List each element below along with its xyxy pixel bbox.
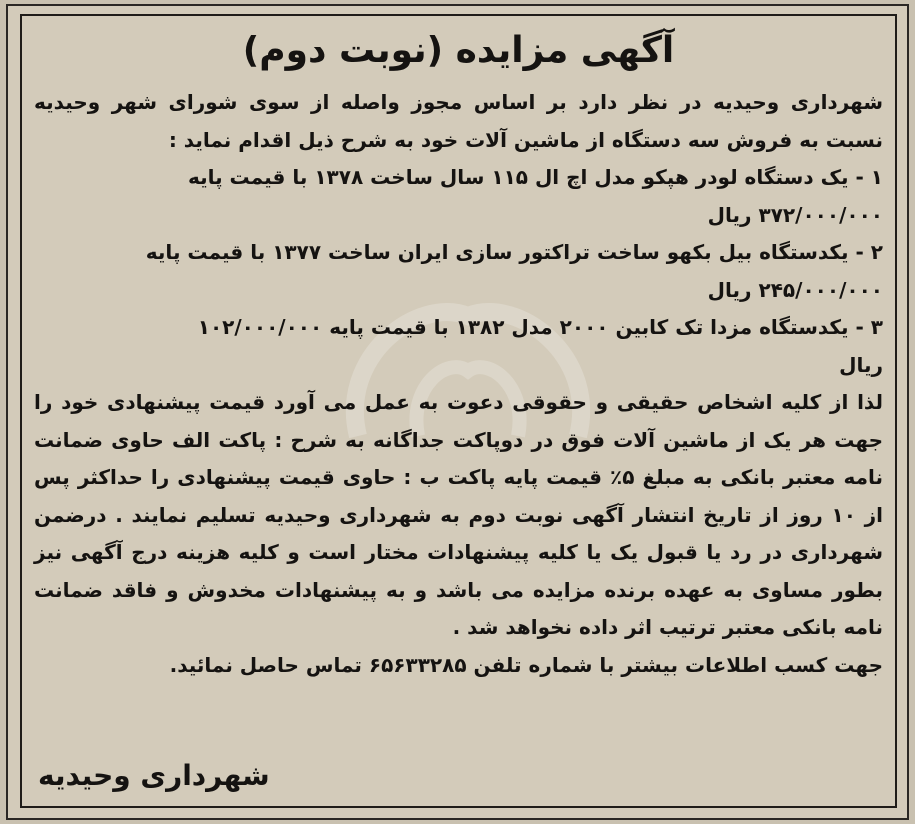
notice-body: لذا از کلیه اشخاص حقیقی و حقوقی دعوت به عمل می آورد قیمت پیشنهادی خود را جهت هر یک از ماشین آلات فوق در دوپاکت جداگانه به شرح : پاکت الف حاوی ضمانت نامه معتبر بانکی به مبلغ ۵٪ قیمت پایه پاکت ب : حاوی قیمت پیشنهادی را حداکثر پس از ۱۰ روز از تاریخ انتشار آگهی نوبت دوم به شهرداری وحیدیه تسلیم نمایند . درضمن شهرداری در رد یا قبول یک یا کلیه پیشنهادات مختار است و کلیه هزینه درج آگهی نیز بطور مساوی به عهده برنده مزایده می باشد و به پیشنهادات مخدوش و فاقد ضمانت نامه بانکی معتبر ترتیب اثر داده نخواهد شد . bbox=[34, 390, 883, 639]
item-price: ۲۴۵/۰۰۰/۰۰۰ ریال bbox=[707, 277, 883, 302]
item-description: ۱ - یک دستگاه لودر هپکو مدل اچ ال ۱۱۵ سال ساخت ۱۳۷۸ با قیمت پایه bbox=[187, 165, 883, 189]
newspaper-clipping bbox=[6, 4, 909, 820]
list-item bbox=[34, 309, 883, 384]
list-item bbox=[34, 234, 883, 309]
notice-contact: جهت کسب اطلاعات بیشتر با شماره تلفن ۶۵۶۳۳۲۸۵ تماس حاصل نمائید. bbox=[169, 652, 883, 677]
item-description: ۳ - یکدستگاه مزدا تک کابین ۲۰۰۰ مدل ۱۳۸۲ با قیمت پایه ۱۰۲/۰۰۰/۰۰۰ bbox=[197, 315, 883, 339]
item-list bbox=[34, 159, 883, 384]
signature: شهرداری وحیدیه bbox=[38, 759, 270, 792]
notice-title: آگهی مزایده (نوبت دوم) bbox=[242, 30, 675, 71]
notice-intro: شهرداری وحیدیه در نظر دارد بر اساس مجوز واصله از سوی شورای شهر وحیدیه نسبت به فروش سه دستگاه از ماشین آلات خود به شرح ذیل اقدام نماید : bbox=[34, 90, 883, 152]
list-item bbox=[34, 159, 883, 234]
item-price: ۳۷۲/۰۰۰/۰۰۰ ریال bbox=[707, 202, 883, 227]
notice-content bbox=[34, 24, 883, 684]
item-price: ریال bbox=[839, 352, 883, 377]
item-description: ۲ - یکدستگاه بیل بکهو ساخت تراکتور سازی ایران ساخت ۱۳۷۷ با قیمت پایه bbox=[145, 240, 883, 264]
